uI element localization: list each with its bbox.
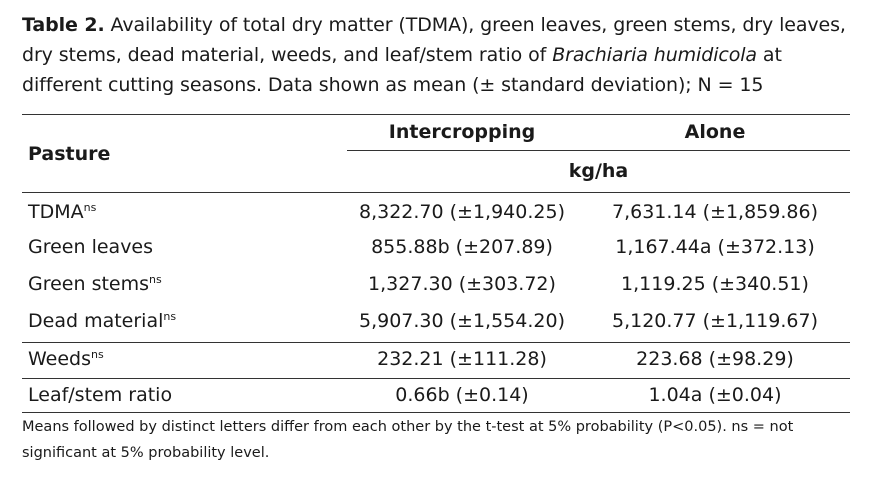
row-label: Weeds$^{ns}$ — [28, 348, 104, 370]
row-label: Leaf/stem ratio — [28, 384, 173, 406]
column-header-intercropping: Intercropping — [388, 121, 536, 143]
table-cell: 1,119.25 (±340.51) — [621, 273, 809, 295]
caption-text-end: at different cutting seasons. Data shown as mean (± standard deviation); N = 15 — [22, 44, 782, 96]
table-cell: 5,120.77 (±1,119.67) — [611, 310, 818, 332]
column-header-pasture: Pasture — [28, 143, 111, 165]
table-cell: 5,907.30 (±1,554.20) — [358, 310, 565, 332]
table-label: Table 2. — [22, 14, 105, 36]
ns-superscript: ns — [83, 201, 97, 214]
row-divider-rule — [22, 378, 850, 379]
row-label: $TDMA^{ns}$ — [28, 201, 97, 223]
table-cell: 223.68 (±98.29) — [636, 348, 794, 370]
row-label: Dead material$^{ns}$ — [28, 310, 177, 332]
ns-superscript: ns — [91, 348, 104, 361]
ns-superscript: ns — [149, 273, 162, 286]
header-bottom-rule — [22, 192, 850, 193]
table-cell: 1,167.44a (±372.13) — [615, 236, 815, 258]
table-cell: 1,327.30 (±303.72) — [368, 273, 556, 295]
row-label: Green leaves — [28, 236, 154, 258]
table-cell: 0.66b (±0.14) — [395, 384, 529, 406]
row-divider-rule — [22, 342, 850, 343]
table-cell: 8,322.70 (±1,940.25) — [358, 201, 565, 223]
bottom-rule — [22, 412, 850, 413]
table-cell: 7,631.14 (±1,859.86) — [611, 201, 818, 223]
table-caption — [22, 10, 862, 100]
column-header-alone: Alone — [684, 121, 746, 143]
top-rule — [22, 114, 850, 115]
table-footnote: Means followed by distinct letters differ from each other by the t-test at 5% probability (P<0.05). ns = not significant at 5% probability level. — [22, 419, 794, 461]
table-cell: 1.04a (±0.04) — [648, 384, 782, 406]
table-cell: 232.21 (±111.28) — [377, 348, 547, 370]
unit-header: kg/ha — [568, 160, 629, 182]
caption-species: Brachiaria humidicola — [552, 44, 757, 66]
table-cell: 855.88b (±207.89) — [371, 236, 553, 258]
ns-superscript: ns — [163, 310, 177, 323]
header-sub-rule — [347, 150, 850, 151]
row-label: Green stems$^{ns}$ — [28, 273, 162, 295]
caption-text: Availability of total dry matter (TDMA), green leaves, green stems, dry leaves, dry stems, dead material, weeds, and leaf/stem ratio of — [22, 14, 846, 66]
